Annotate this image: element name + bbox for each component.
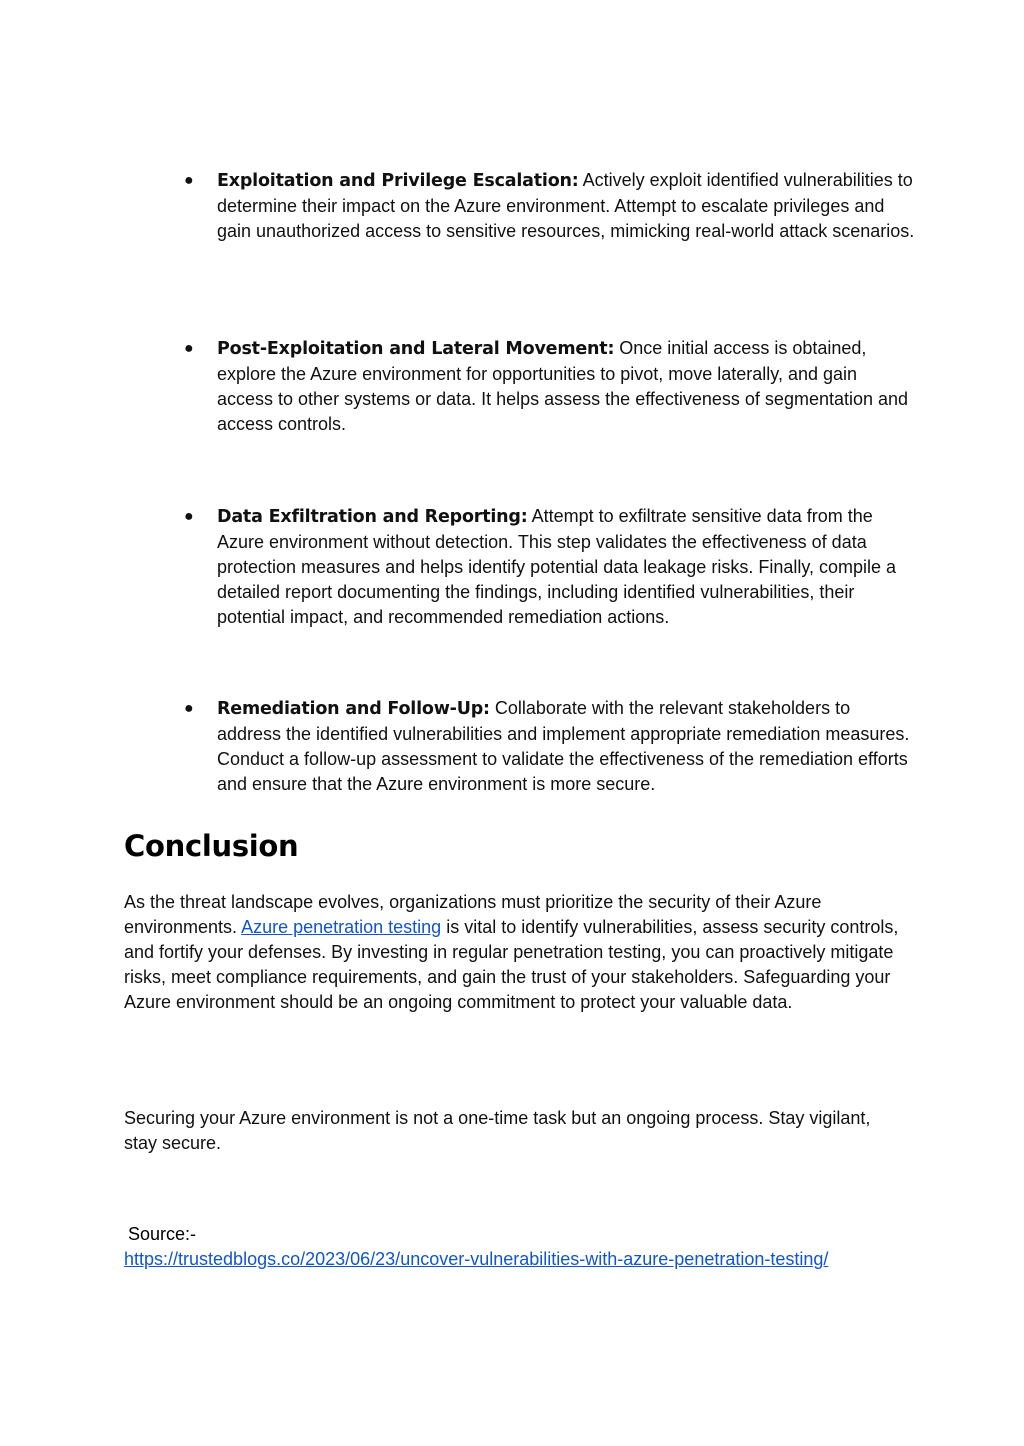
bullet-dot: ● (184, 508, 194, 525)
bullet-data-exfiltration (184, 504, 917, 630)
conclusion-paragraph (124, 890, 904, 1015)
bullet-text: Actively exploit identified vulnerabilities to determine their impact on the Azure environment. Attempt to escalate privileges and gain unauthorized access to sensitive resources, mimicking real-world attack scenarios. (217, 170, 915, 241)
bullet-dot: ● (184, 340, 194, 357)
azure-penetration-testing-link[interactable]: Azure penetration testing (241, 917, 442, 937)
source-label: Source:- (128, 1224, 197, 1244)
bullet-remediation (184, 696, 917, 797)
bullet-title: Remediation and Follow-Up: (217, 699, 490, 719)
bullet-text: Attempt to exfiltrate sensitive data from the Azure environment without detection. This step validates the effectiveness of data protection measures and helps identify potential data leakage risks. Finally, compile a detailed report documenting the findings, including identified vulnerabilities, their potential impact, and recommended remediation actions. (217, 506, 897, 627)
paragraph-text: is vital to identify vulnerabilities, assess security controls, and fortify your defenses. By investing in regular penetration testing, you can proactively mitigate risks, meet compliance requirements, and gain the trust of your stakeholders. Safeguarding your Azure environment should be an ongoing commitment to protect your valuable data. (124, 917, 899, 1012)
bullet-post-exploitation (184, 336, 917, 437)
bullet-text: Collaborate with the relevant stakeholders to address the identified vulnerabilities and implement appropriate remediation measures. Conduct a follow-up assessment to validate the effectiveness of the remediation efforts and ensure that the Azure environment is more secure. (217, 698, 910, 794)
closing-paragraph: Securing your Azure environment is not a one-time task but an ongoing process. Stay vigilant, stay secure. (124, 1108, 871, 1153)
bullet-exploitation (184, 168, 917, 244)
conclusion-heading: Conclusion (124, 829, 299, 863)
source-url-link[interactable]: https://trustedblogs.co/2023/06/23/uncover-vulnerabilities-with-azure-penetration-testing/ (124, 1249, 829, 1269)
bullet-title: Exploitation and Privilege Escalation: (217, 171, 579, 191)
bullet-dot: ● (184, 172, 194, 189)
paragraph-text: As the threat landscape evolves, organizations must prioritize the security of their Azure environments. (124, 892, 822, 937)
bullet-text: Once initial access is obtained, explore the Azure environment for opportunities to pivot, move laterally, and gain access to other systems or data. It helps assess the effectiveness of segmentation and access controls. (217, 338, 909, 434)
bullet-title: Post-Exploitation and Lateral Movement: (217, 339, 615, 359)
bullet-dot: ● (184, 700, 194, 717)
source-url-container (124, 1247, 828, 1272)
bullet-title: Data Exfiltration and Reporting: (217, 507, 528, 527)
